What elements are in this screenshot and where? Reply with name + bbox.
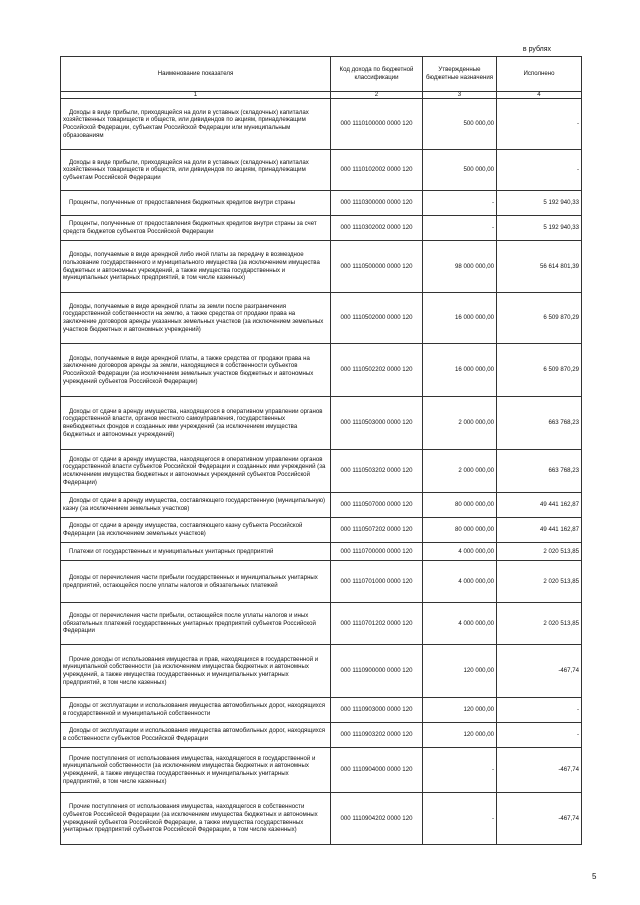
row-name: Доходы от сдачи в аренду имущества, находящегося в оперативном управлении органов государственной власти субъектов Российской Федерации и созданных ими учреждений (за исключением имущества бюджетных и автономных учреждений субъектов Российской Федерации) (61, 450, 331, 493)
row-code: 000 1110903202 0000 120 (331, 723, 423, 748)
row-code: 000 1110904000 0000 120 (331, 748, 423, 793)
row-name: Доходы от сдачи в аренду имущества, составляющего государственную (муниципальную) казну (за исключением земельных участков) (61, 493, 331, 518)
row-code: 000 1110701202 0000 120 (331, 603, 423, 645)
row-approved: 80 000 000,00 (423, 493, 497, 518)
row-name: Доходы от эксплуатации и использования имущества автомобильных дорог, находящихся в государственной и муниципальной собственности (61, 698, 331, 723)
header-name: Наименование показателя (61, 57, 331, 92)
row-approved: 4 000 000,00 (423, 603, 497, 645)
row-code: 000 1110102002 0000 120 (331, 150, 423, 191)
row-executed: -467,74 (497, 748, 582, 793)
row-name: Доходы, получаемые в виде арендной платы за земли после разграничения государственной собственности на землю, а также средства от продажи права на заключение договоров аренды указанных земельных участков (за исключением земельных участков бюджетных и автономных учреждений) (61, 293, 331, 344)
row-executed: 2 020 513,85 (497, 561, 582, 603)
row-name: Доходы от перечисления части прибыли, остающейся после уплаты налогов и иных обязательных платежей государственных унитарных предприятий субъектов Российской Федерации (61, 603, 331, 645)
row-approved: - (423, 216, 497, 241)
row-approved: 16 000 000,00 (423, 293, 497, 344)
row-name: Доходы от сдачи в аренду имущества, находящегося в оперативном управлении органов государственной власти, органов местного самоуправления, государственных внебюджетных фондов и созданных ими учреждений (за исключением имущества бюджетных и автономных учреждений) (61, 397, 331, 450)
units-label: в рублях (522, 46, 552, 53)
row-approved: 2 000 000,00 (423, 397, 497, 450)
row-approved: 4 000 000,00 (423, 561, 497, 603)
row-approved: 120 000,00 (423, 723, 497, 748)
row-approved: 80 000 000,00 (423, 518, 497, 543)
page-number: 5 (592, 872, 597, 881)
row-code: 000 1110503202 0000 120 (331, 450, 423, 493)
row-approved: 500 000,00 (423, 99, 497, 150)
column-number: 4 (497, 92, 582, 99)
column-number: 2 (331, 92, 423, 99)
row-name: Прочие поступления от использования имущества, находящегося в государственной и муниципальной собственности (за исключением имущества бюджетных и автономных учреждений, а также имущества государственных и муниципальных унитарных предприятий, в том числе казенных) (61, 748, 331, 793)
row-code: 000 1110503000 0000 120 (331, 397, 423, 450)
column-number-row (61, 92, 582, 99)
table-row (61, 344, 582, 397)
row-code: 000 1110502000 0000 120 (331, 293, 423, 344)
table-row (61, 216, 582, 241)
row-name: Платежи от государственных и муниципальных унитарных предприятий (61, 543, 331, 561)
table-row (61, 793, 582, 845)
row-code: 000 1110300000 0000 120 (331, 191, 423, 216)
table-row (61, 150, 582, 191)
column-number: 3 (423, 92, 497, 99)
row-code: 000 1110700000 0000 120 (331, 543, 423, 561)
row-executed: -467,74 (497, 645, 582, 698)
table-row (61, 293, 582, 344)
row-executed: - (497, 150, 582, 191)
row-executed: - (497, 698, 582, 723)
row-code: 000 1110100000 0000 120 (331, 99, 423, 150)
row-name: Прочие поступления от использования имущества, находящегося в собственности субъектов Российской Федерации (за исключением имущества бюджетных и автономных учреждений субъектов Российской Федерации, а также имущества государственных унитарных предприятий субъектов Российской Федерации, в том числе казенных) (61, 793, 331, 845)
row-executed: 6 509 870,29 (497, 293, 582, 344)
row-executed: 663 768,23 (497, 450, 582, 493)
row-executed: 49 441 162,87 (497, 518, 582, 543)
row-code: 000 1110500000 0000 120 (331, 241, 423, 293)
row-approved: - (423, 748, 497, 793)
row-executed: 6 509 870,29 (497, 344, 582, 397)
table-row (61, 450, 582, 493)
row-executed: 2 020 513,85 (497, 603, 582, 645)
row-name: Доходы от сдачи в аренду имущества, составляющего казну субъекта Российской Федерации (за исключением земельных участков) (61, 518, 331, 543)
row-name: Проценты, полученные от предоставления бюджетных кредитов внутри страны (61, 191, 331, 216)
row-code: 000 1110701000 0000 120 (331, 561, 423, 603)
table-row (61, 191, 582, 216)
row-code: 000 1110302002 0000 120 (331, 216, 423, 241)
row-executed: 663 768,23 (497, 397, 582, 450)
row-code: 000 1110903000 0000 120 (331, 698, 423, 723)
row-approved: 4 000 000,00 (423, 543, 497, 561)
row-name: Доходы в виде прибыли, приходящейся на доли в уставных (складочных) капиталах хозяйственных товариществ и обществ, или дивидендов по акциям, принадлежащим Российской Федерации, субъектам Российской Федерации или муниципальным образованиям (61, 99, 331, 150)
row-executed: 56 614 801,39 (497, 241, 582, 293)
table-row (61, 493, 582, 518)
row-name: Доходы от перечисления части прибыли государственных и муниципальных унитарных предприятий, остающейся после уплаты налогов и обязательных платежей (61, 561, 331, 603)
header-approved: Утвержденные бюджетные назначения (423, 57, 497, 92)
table-row (61, 603, 582, 645)
row-approved: 120 000,00 (423, 698, 497, 723)
row-executed: - (497, 99, 582, 150)
header-row (61, 57, 582, 92)
revenue-table (60, 56, 582, 845)
row-executed: 49 441 162,87 (497, 493, 582, 518)
row-name: Проценты, полученные от предоставления бюджетных кредитов внутри страны за счет средств бюджетов субъектов Российской Федерации (61, 216, 331, 241)
table-row (61, 99, 582, 150)
row-approved: 500 000,00 (423, 150, 497, 191)
row-approved: - (423, 793, 497, 845)
table-row (61, 698, 582, 723)
column-number: 1 (61, 92, 331, 99)
row-approved: 2 000 000,00 (423, 450, 497, 493)
header-code: Код дохода по бюджетной классификации (331, 57, 423, 92)
row-approved: 98 000 000,00 (423, 241, 497, 293)
table-row (61, 561, 582, 603)
row-executed: 5 192 940,33 (497, 191, 582, 216)
table-row (61, 645, 582, 698)
row-name: Доходы, получаемые в виде арендной либо иной платы за передачу в возмездное пользование государственного и муниципального имущества (за исключением имущества бюджетных и автономных учреждений, а также имущества государственных и муниципальных унитарных предприятий, в том числе казенных) (61, 241, 331, 293)
row-approved: - (423, 191, 497, 216)
table-row (61, 543, 582, 561)
row-code: 000 1110502202 0000 120 (331, 344, 423, 397)
row-executed: 2 020 513,85 (497, 543, 582, 561)
table-row (61, 397, 582, 450)
table-row (61, 723, 582, 748)
row-executed: 5 192 940,33 (497, 216, 582, 241)
row-name: Доходы от эксплуатации и использования имущества автомобильных дорог, находящихся в собственности субъектов Российской Федерации (61, 723, 331, 748)
table-row (61, 748, 582, 793)
row-executed: -467,74 (497, 793, 582, 845)
table-row (61, 241, 582, 293)
row-executed: - (497, 723, 582, 748)
row-code: 000 1110507000 0000 120 (331, 493, 423, 518)
row-name: Доходы, получаемые в виде арендной платы, а также средства от продажи права на заключение договоров аренды за земли, находящиеся в собственности субъектов Российской Федерации (за исключением земельных участков бюджетных и автономных учреждений субъектов Российской Федерации) (61, 344, 331, 397)
row-code: 000 1110900000 0000 120 (331, 645, 423, 698)
header-executed: Исполнено (497, 57, 582, 92)
row-name: Доходы в виде прибыли, приходящейся на доли в уставных (складочных) капиталах хозяйственных товариществ и обществ, или дивидендов по акциям, принадлежащим субъектам Российской Федерации (61, 150, 331, 191)
table-row (61, 518, 582, 543)
row-code: 000 1110904202 0000 120 (331, 793, 423, 845)
row-approved: 120 000,00 (423, 645, 497, 698)
row-name: Прочие доходы от использования имущества и прав, находящихся в государственной и муниципальной собственности (за исключением имущества бюджетных и автономных учреждений, а также имущества государственных и муниципальных унитарных предприятий, в том числе казенных) (61, 645, 331, 698)
row-approved: 16 000 000,00 (423, 344, 497, 397)
row-code: 000 1110507202 0000 120 (331, 518, 423, 543)
